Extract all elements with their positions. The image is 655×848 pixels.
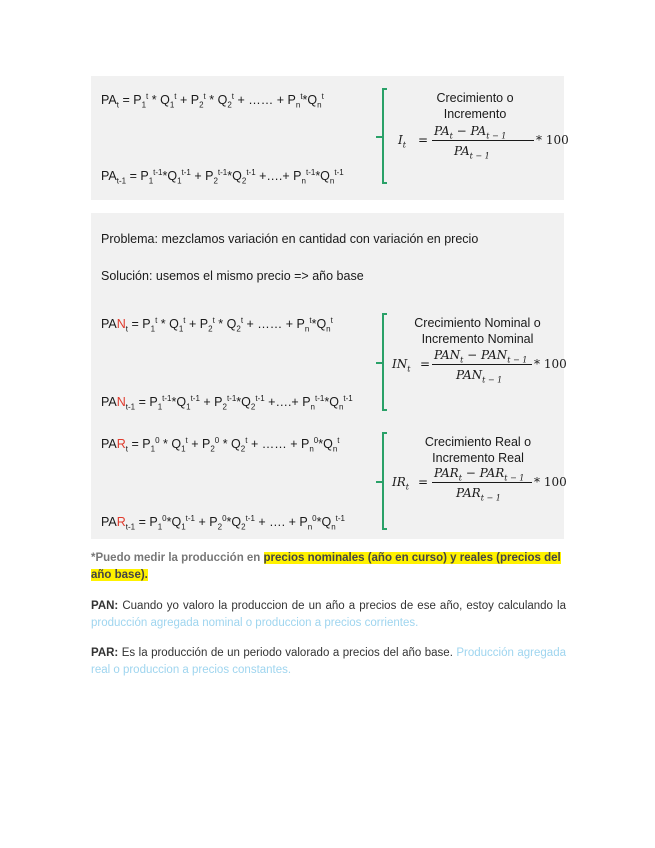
pa-t-minus-1-equation: $PA_{t-1} = P_1^{t-1}*Q_1^{t-1} + P_2^{t-1}*Q_2^{t-1}$ +….+ $P_n^{t-1}*Q_n^{t-1}$ [101, 168, 344, 186]
real-growth-formula: $IR_t$ = $PAR_t - PAR_{t - 1}$ $PAR_{t - 1}$ * 100 [392, 466, 567, 503]
real-growth-title: Crecimiento Real o Incremento Real [424, 435, 532, 465]
solution-statement: Solución: usemos el mismo precio => año base [101, 269, 364, 283]
green-bracket [382, 88, 387, 184]
pan-t-minus-1-equation: $PAN_{t-1} = P_1^{t-1}*Q_1^{t-1} + P_2^{t-1}*Q_2^{t-1}$ +….+ $P_n^{t-1}*Q_n^{t-1}$ [101, 394, 353, 412]
pan-label: PAN: [91, 600, 119, 612]
growth-formula: $I_t$ = $PA_t - PA_{t - 1}$ $PA_{t - 1}$ * 100 [398, 124, 569, 161]
pan-t-equation: $PAN_t = P_1^t * Q_1^t + P_2^t * Q_2^t$ + …… + $P_n^t*Q_n^t$ [101, 316, 333, 334]
green-bracket-real [382, 432, 387, 530]
par-link-text: Producción agregada real o produccion a precios constantes. [91, 647, 566, 676]
par-t-equation: $PAR_t = P_1^0 * Q_1^t + P_2^0 * Q_2^t$ + …… + $P_n^0*Q_n^t$ [101, 436, 340, 454]
measurement-note: *Puedo medir la producción en precios nominales (año en curso) y reales (precios del año base). [91, 552, 561, 581]
problem-statement: Problema: mezclamos variación en cantidad con variación en precio [101, 232, 479, 246]
highlighted-text: precios nominales (año en curso) y reales (precios del año base). [91, 552, 561, 581]
pa-t-equation: $PA_t = P_1^t * Q_1^t + P_2^t * Q_2^t$ + …… + $P_n^t*Q_n^t$ [101, 92, 324, 110]
pan-link-text: producción agregada nominal o produccion a precios corrientes. [91, 617, 419, 629]
pan-definition: PAN: Cuando yo valoro la produccion de un año a precios de ese año, estoy calculando la producción agregada nominal o produccion a precios corrientes. [91, 600, 566, 629]
par-label: PAR: [91, 647, 119, 659]
growth-title: Crecimiento o Incremento [436, 91, 514, 121]
nominal-growth-formula: $IN_t$ = $PAN_t - PAN_{t - 1}$ $PAN_{t - 1}$ * 100 [392, 348, 567, 385]
par-definition: PAR: Es la producción de un periodo valorado a precios del año base. Producción agregada real o produccion a precios constantes. [91, 647, 566, 676]
green-bracket-nominal [382, 313, 387, 411]
par-t-minus-1-equation: $PAR_{t-1} = P_1^0*Q_1^{t-1} + P_2^0*Q_2^{t-1}$ + …. + $P_n^0*Q_n^{t-1}$ [101, 514, 346, 532]
nominal-growth-title: Crecimiento Nominal o Incremento Nominal [414, 316, 541, 346]
